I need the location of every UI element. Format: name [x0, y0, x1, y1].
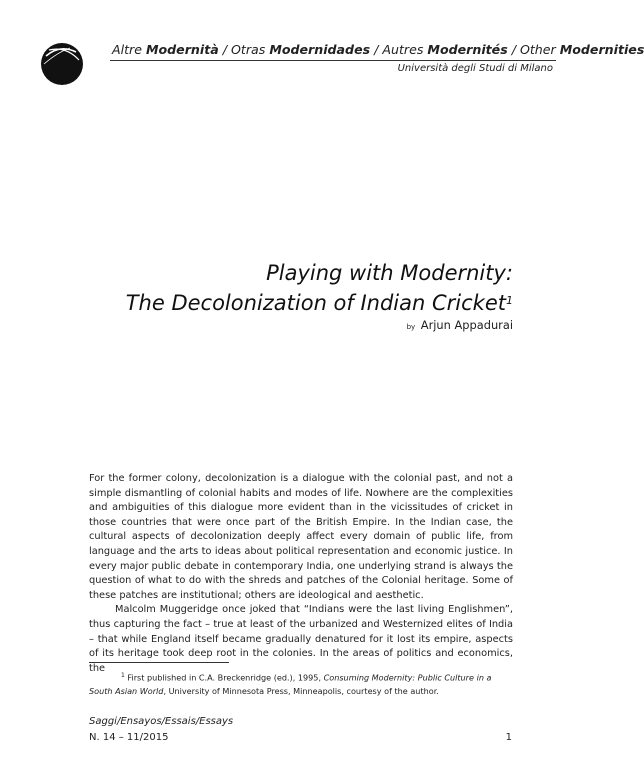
journal-title	[112, 42, 644, 57]
article-body	[89, 472, 513, 676]
logo-emblem-icon	[40, 42, 84, 86]
journal-title-part: Altre Modernità	[112, 42, 219, 57]
footnote-book-title: Consuming Modernity: Public Culture in a South Asian World	[89, 672, 492, 696]
university-name: Università degli Studi di Milano	[397, 63, 553, 74]
footnote-mark: 1	[121, 672, 125, 679]
article-title-line-2: The Decolonization of Indian Cricket$^1$	[125, 291, 513, 315]
journal-title-part: / Autres Modernités	[370, 42, 508, 57]
by-label: by	[406, 323, 416, 331]
header-divider	[110, 60, 556, 61]
author-byline	[407, 318, 513, 332]
footer-series: Saggi/Ensayos/Essais/Essays	[89, 716, 234, 727]
author-name: Arjun Appadurai	[420, 318, 513, 332]
title-footnote-mark[interactable]: 1	[506, 294, 513, 307]
footer-issue: N. 14 – 11/2015	[89, 732, 169, 743]
article-title	[126, 258, 513, 318]
body-paragraph: Malcolm Muggeridge once joked that “Indians were the last living Englishmen”, thus capturing the fact – true at least of the urbanized and Westernized elites of India – that while England itself became gradually denatured for it lost its empire, aspects of its heritage took deep root in the colonies. In the areas of politics and economics, the	[89, 604, 513, 674]
journal-title-part: / Otras Modernidades	[218, 42, 371, 57]
article-title-line-1: Playing with Modernity:	[266, 261, 513, 285]
journal-logo	[40, 42, 84, 86]
page-number: 1	[505, 732, 512, 743]
footnote: $^1$ First published in C.A. Breckenridge (ed.), 1995, Consuming Modernity: Public Culture in a South Asian World, University of Minnesota Press, Minneapolis, courtesy of the author.	[89, 672, 492, 696]
journal-title-part: / Other Modernities	[507, 42, 644, 57]
body-paragraph: For the former colony, decolonization is a dialogue with the colonial past, and not a simple dismantling of colonial habits and modes of life. Nowhere are the complexities and ambiguities of this dialogue more evident than in the vicissitudes of cricket in those countries that were once part of the British Empire. In the Indian case, the cultural aspects of decolonization deeply affect every domain of public life, from language and the arts to ideas about political representation and economic justice. In every major public debate in contemporary India, one underlying strand is always the question of what to do with the shreds and patches of the Colonial heritage. Some of these patches are institutional; others are ideological and aesthetic.	[89, 473, 513, 601]
footnote-divider	[89, 662, 229, 663]
